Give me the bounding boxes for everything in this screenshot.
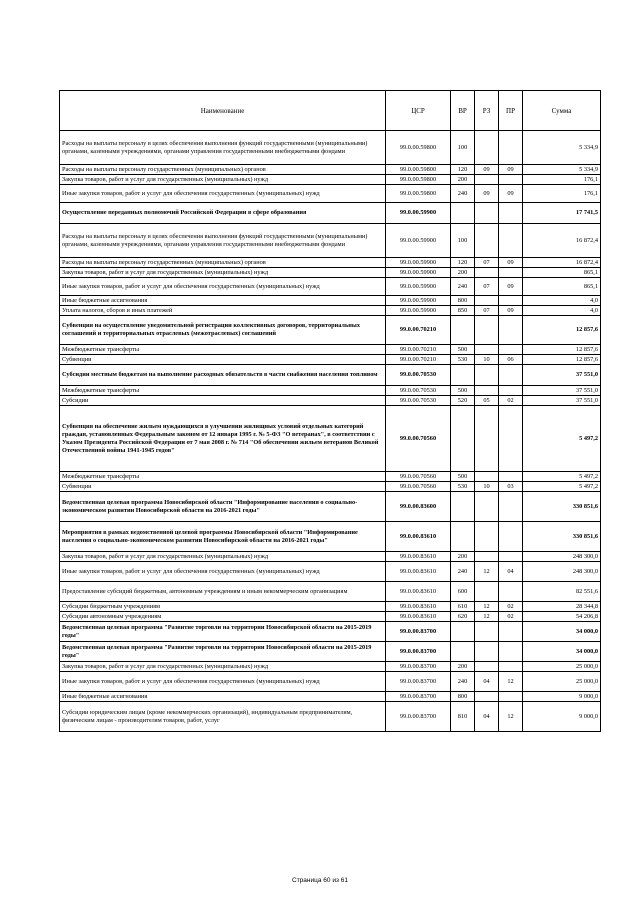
cell-name: Иные бюджетные ассигнования — [60, 692, 386, 702]
cell-csr: 99.0.00.70530 — [386, 365, 451, 386]
cell-vr: 240 — [451, 278, 475, 296]
table-row — [60, 406, 601, 472]
cell-rz — [475, 224, 499, 258]
cell-vr: 530 — [451, 482, 475, 492]
cell-pr: 12 — [499, 672, 523, 692]
cell-sum: 865,1 — [523, 268, 601, 278]
budget-table-sheet — [59, 90, 600, 732]
table-row — [60, 296, 601, 306]
table-row — [60, 692, 601, 702]
cell-rz — [475, 692, 499, 702]
cell-name: Предоставление субсидий бюджетным, автономным учреждениям и иным некоммерческим организациям — [60, 582, 386, 602]
cell-name: Ведомственная целевая программа "Развитие торговли на территории Новосибирской области на 2015-2019 годы" — [60, 642, 386, 662]
cell-sum: 176,1 — [523, 185, 601, 203]
cell-pr — [499, 345, 523, 355]
cell-name: Мероприятия в рамках ведомственной целевой программы Новосибирской области "Информирование населения о социально-экономическом развитии Новосибирской области на 2016-2021 годы" — [60, 522, 386, 552]
cell-sum: 25 000,0 — [523, 662, 601, 672]
table-row — [60, 552, 601, 562]
cell-vr: 120 — [451, 165, 475, 175]
table-row — [60, 365, 601, 386]
table-row — [60, 203, 601, 224]
cell-pr: 06 — [499, 355, 523, 365]
table-row — [60, 702, 601, 732]
table-row — [60, 185, 601, 203]
cell-csr: 99.0.00.70530 — [386, 386, 451, 396]
cell-name: Субвенция на осуществление уведомительной регистрации коллективных договоров, территориальных соглашений и территориальных отраслевых (межотраслевых) соглашений — [60, 316, 386, 345]
cell-vr: 200 — [451, 662, 475, 672]
header-sum: Сумма — [523, 91, 601, 131]
cell-pr: 02 — [499, 612, 523, 622]
cell-name: Субвенция на обеспечение жильем нуждающихся в улучшении жилищных условий отдельных категорий граждан, установленных Федеральным законом от 12 января 1995 г. № 5-ФЗ "О ветеранах", в соответствии с Указом Президента Российской Федерации от 7 мая 2008 г. № 714 "Об обеспечении жильем ветеранов Великой Отечественной войны 1941-1945 годов" — [60, 406, 386, 472]
cell-pr: 12 — [499, 702, 523, 732]
cell-vr: 200 — [451, 268, 475, 278]
cell-vr: 240 — [451, 562, 475, 582]
cell-sum: 5 497,2 — [523, 406, 601, 472]
cell-pr: 03 — [499, 482, 523, 492]
cell-vr: 240 — [451, 672, 475, 692]
cell-sum: 330 851,6 — [523, 492, 601, 522]
cell-sum: 34 000,0 — [523, 642, 601, 662]
header-rz: РЗ — [475, 91, 499, 131]
cell-vr: 620 — [451, 612, 475, 622]
cell-sum: 54 206,8 — [523, 612, 601, 622]
table-row — [60, 386, 601, 396]
cell-pr: 02 — [499, 602, 523, 612]
page-footer: Страница 60 из 61 — [292, 877, 348, 884]
cell-csr: 99.0.00.83610 — [386, 582, 451, 602]
cell-vr: 100 — [451, 131, 475, 165]
cell-rz: 07 — [475, 306, 499, 316]
cell-vr — [451, 365, 475, 386]
table-row — [60, 131, 601, 165]
table-row — [60, 345, 601, 355]
cell-csr: 99.0.00.83700 — [386, 672, 451, 692]
cell-name: Ведомственная целевая программа Новосибирской области "Информирование населения о социально-экономическом развитии Новосибирской области на 2016-2021 годы" — [60, 492, 386, 522]
cell-sum: 176,1 — [523, 175, 601, 185]
cell-sum: 12 857,6 — [523, 355, 601, 365]
cell-sum: 16 872,4 — [523, 224, 601, 258]
cell-rz: 10 — [475, 482, 499, 492]
cell-sum: 9 000,0 — [523, 702, 601, 732]
cell-csr: 99.0.00.59900 — [386, 306, 451, 316]
cell-sum: 16 872,4 — [523, 258, 601, 268]
cell-sum: 82 551,6 — [523, 582, 601, 602]
cell-csr: 99.0.00.83610 — [386, 602, 451, 612]
cell-csr: 99.0.00.83700 — [386, 702, 451, 732]
cell-name: Субсидии бюджетным учреждениям — [60, 602, 386, 612]
cell-name: Субсидии автономным учреждениям — [60, 612, 386, 622]
cell-sum: 4,0 — [523, 306, 601, 316]
cell-csr: 99.0.00.83700 — [386, 662, 451, 672]
table-row — [60, 582, 601, 602]
cell-pr — [499, 642, 523, 662]
cell-csr: 99.0.00.70210 — [386, 316, 451, 345]
cell-csr: 99.0.00.59800 — [386, 185, 451, 203]
table-row — [60, 602, 601, 612]
cell-rz — [475, 642, 499, 662]
cell-sum: 5 334,9 — [523, 165, 601, 175]
cell-pr — [499, 622, 523, 642]
cell-sum: 5 497,2 — [523, 472, 601, 482]
cell-sum: 37 551,0 — [523, 396, 601, 406]
cell-vr: 610 — [451, 602, 475, 612]
cell-sum: 865,1 — [523, 278, 601, 296]
cell-pr — [499, 365, 523, 386]
cell-pr — [499, 582, 523, 602]
cell-rz — [475, 365, 499, 386]
header-csr: ЦСР — [386, 91, 451, 131]
cell-pr — [499, 131, 523, 165]
cell-name: Закупка товаров, работ и услуг для государственных (муниципальных) нужд — [60, 552, 386, 562]
cell-vr: 850 — [451, 306, 475, 316]
cell-name: Субсидии юридическим лицам (кроме некоммерческих организаций), индивидуальным предпринимателям, физическим лицам - производителям товаров, работ, услуг — [60, 702, 386, 732]
cell-name: Закупка товаров, работ и услуг для государственных (муниципальных) нужд — [60, 175, 386, 185]
cell-pr — [499, 662, 523, 672]
cell-rz — [475, 522, 499, 552]
cell-vr: 500 — [451, 472, 475, 482]
cell-sum: 9 000,0 — [523, 692, 601, 702]
cell-rz: 10 — [475, 355, 499, 365]
cell-rz — [475, 345, 499, 355]
cell-vr: 500 — [451, 345, 475, 355]
header-vr: ВР — [451, 91, 475, 131]
table-row — [60, 562, 601, 582]
cell-sum: 12 857,6 — [523, 345, 601, 355]
cell-vr: 800 — [451, 692, 475, 702]
cell-vr: 500 — [451, 386, 475, 396]
table-row — [60, 492, 601, 522]
cell-vr: 100 — [451, 224, 475, 258]
cell-rz — [475, 552, 499, 562]
cell-rz — [475, 492, 499, 522]
cell-csr: 99.0.00.70210 — [386, 345, 451, 355]
cell-csr: 99.0.00.59900 — [386, 203, 451, 224]
cell-name: Закупка товаров, работ и услуг для государственных (муниципальных) нужд — [60, 662, 386, 672]
cell-csr: 99.0.00.59900 — [386, 258, 451, 268]
cell-csr: 99.0.00.83600 — [386, 492, 451, 522]
cell-rz — [475, 268, 499, 278]
cell-pr — [499, 522, 523, 552]
table-row — [60, 622, 601, 642]
cell-rz: 07 — [475, 278, 499, 296]
cell-csr: 99.0.00.83700 — [386, 642, 451, 662]
cell-name: Иные бюджетные ассигнования — [60, 296, 386, 306]
cell-name: Ведомственная целевая программа "Развитие торговли на территории Новосибирской области на 2015-2019 годы" — [60, 622, 386, 642]
cell-rz — [475, 622, 499, 642]
cell-vr: 810 — [451, 702, 475, 732]
cell-vr — [451, 642, 475, 662]
cell-csr: 99.0.00.59900 — [386, 268, 451, 278]
table-header-row — [60, 91, 601, 131]
table-row — [60, 612, 601, 622]
cell-pr — [499, 296, 523, 306]
cell-name: Иные закупки товаров, работ и услуг для обеспечения государственных (муниципальных) нужд — [60, 185, 386, 203]
cell-rz — [475, 582, 499, 602]
cell-name: Расходы на выплаты персоналу государственных (муниципальных) органов — [60, 165, 386, 175]
cell-csr: 99.0.00.59900 — [386, 278, 451, 296]
cell-rz — [475, 472, 499, 482]
cell-name: Межбюджетные трансферты — [60, 472, 386, 482]
cell-name: Межбюджетные трансферты — [60, 345, 386, 355]
cell-csr: 99.0.00.83700 — [386, 692, 451, 702]
cell-sum: 248 300,0 — [523, 562, 601, 582]
table-row — [60, 355, 601, 365]
cell-rz: 12 — [475, 562, 499, 582]
cell-csr: 99.0.00.70560 — [386, 472, 451, 482]
table-row — [60, 642, 601, 662]
cell-pr — [499, 316, 523, 345]
cell-rz: 05 — [475, 396, 499, 406]
cell-pr — [499, 406, 523, 472]
cell-vr: 520 — [451, 396, 475, 406]
table-row — [60, 278, 601, 296]
cell-csr: 99.0.00.83610 — [386, 522, 451, 552]
cell-csr: 99.0.00.70530 — [386, 396, 451, 406]
cell-csr: 99.0.00.83700 — [386, 622, 451, 642]
table-row — [60, 662, 601, 672]
cell-name: Закупка товаров, работ и услуг для государственных (муниципальных) нужд — [60, 268, 386, 278]
cell-sum: 330 851,6 — [523, 522, 601, 552]
cell-pr — [499, 472, 523, 482]
cell-rz: 04 — [475, 702, 499, 732]
header-pr: ПР — [499, 91, 523, 131]
cell-csr: 99.0.00.83610 — [386, 552, 451, 562]
cell-pr — [499, 492, 523, 522]
cell-vr — [451, 316, 475, 345]
cell-name: Уплата налогов, сборов и иных платежей — [60, 306, 386, 316]
cell-vr: 120 — [451, 258, 475, 268]
cell-pr: 09 — [499, 278, 523, 296]
cell-csr: 99.0.00.70560 — [386, 482, 451, 492]
cell-name: Субвенции — [60, 482, 386, 492]
cell-vr: 800 — [451, 296, 475, 306]
cell-name: Субсидии местным бюджетам на выполнение расходных обязательств в части снабжения населения топливом — [60, 365, 386, 386]
cell-rz: 12 — [475, 602, 499, 612]
budget-table — [59, 90, 601, 732]
cell-rz — [475, 175, 499, 185]
cell-rz: 07 — [475, 258, 499, 268]
cell-vr — [451, 622, 475, 642]
table-row — [60, 268, 601, 278]
cell-csr: 99.0.00.59800 — [386, 131, 451, 165]
cell-vr — [451, 406, 475, 472]
cell-rz — [475, 203, 499, 224]
cell-rz — [475, 386, 499, 396]
cell-rz: 09 — [475, 165, 499, 175]
cell-name: Иные закупки товаров, работ и услуг для обеспечения государственных (муниципальных) нужд — [60, 562, 386, 582]
cell-pr — [499, 224, 523, 258]
cell-sum: 12 857,6 — [523, 316, 601, 345]
cell-vr: 530 — [451, 355, 475, 365]
cell-rz: 09 — [475, 185, 499, 203]
cell-vr: 600 — [451, 582, 475, 602]
table-body — [60, 91, 601, 732]
cell-vr — [451, 203, 475, 224]
table-row — [60, 482, 601, 492]
cell-name: Иные закупки товаров, работ и услуг для обеспечения государственных (муниципальных) нужд — [60, 672, 386, 692]
table-row — [60, 522, 601, 552]
cell-sum: 248 300,0 — [523, 552, 601, 562]
table-row — [60, 224, 601, 258]
cell-csr: 99.0.00.70560 — [386, 406, 451, 472]
header-name: Наименование — [60, 91, 386, 131]
cell-sum: 25 000,0 — [523, 672, 601, 692]
table-row — [60, 306, 601, 316]
cell-name: Иные закупки товаров, работ и услуг для обеспечения государственных (муниципальных) нужд — [60, 278, 386, 296]
cell-name: Осуществление переданных полномочий Российской Федерации в сфере образования — [60, 203, 386, 224]
cell-pr: 02 — [499, 396, 523, 406]
cell-csr: 99.0.00.83610 — [386, 562, 451, 582]
cell-sum: 5 497,2 — [523, 482, 601, 492]
cell-csr: 99.0.00.59900 — [386, 296, 451, 306]
cell-vr: 200 — [451, 552, 475, 562]
cell-rz: 12 — [475, 612, 499, 622]
cell-name: Расходы на выплаты персоналу в целях обеспечения выполнения функций государственными (муниципальными) органами, казенными учреждениями, органами управления государственными внебюджетными фондами — [60, 224, 386, 258]
cell-pr — [499, 386, 523, 396]
table-row — [60, 258, 601, 268]
cell-name: Субвенции — [60, 355, 386, 365]
cell-rz — [475, 131, 499, 165]
table-row — [60, 165, 601, 175]
cell-pr: 09 — [499, 185, 523, 203]
cell-rz — [475, 406, 499, 472]
cell-rz: 04 — [475, 672, 499, 692]
cell-csr: 99.0.00.70210 — [386, 355, 451, 365]
table-row — [60, 175, 601, 185]
cell-rz — [475, 296, 499, 306]
cell-rz — [475, 662, 499, 672]
cell-vr: 240 — [451, 185, 475, 203]
cell-pr — [499, 175, 523, 185]
cell-sum: 5 334,9 — [523, 131, 601, 165]
cell-csr: 99.0.00.59900 — [386, 224, 451, 258]
cell-name: Субсидии — [60, 396, 386, 406]
cell-sum: 4,0 — [523, 296, 601, 306]
cell-sum: 17 741,5 — [523, 203, 601, 224]
cell-sum: 28 344,8 — [523, 602, 601, 612]
cell-sum: 37 551,0 — [523, 386, 601, 396]
cell-pr — [499, 203, 523, 224]
cell-name: Расходы на выплаты персоналу государственных (муниципальных) органов — [60, 258, 386, 268]
cell-vr: 200 — [451, 175, 475, 185]
cell-csr: 99.0.00.83610 — [386, 612, 451, 622]
cell-pr — [499, 552, 523, 562]
cell-sum: 34 000,0 — [523, 622, 601, 642]
cell-pr: 09 — [499, 258, 523, 268]
cell-vr — [451, 492, 475, 522]
table-row — [60, 672, 601, 692]
table-row — [60, 316, 601, 345]
cell-vr — [451, 522, 475, 552]
cell-name: Межбюджетные трансферты — [60, 386, 386, 396]
table-row — [60, 472, 601, 482]
cell-csr: 99.0.00.59800 — [386, 165, 451, 175]
cell-pr — [499, 268, 523, 278]
cell-pr: 09 — [499, 165, 523, 175]
cell-csr: 99.0.00.59800 — [386, 175, 451, 185]
cell-rz — [475, 316, 499, 345]
cell-pr: 04 — [499, 562, 523, 582]
table-row — [60, 396, 601, 406]
cell-pr — [499, 692, 523, 702]
cell-pr: 09 — [499, 306, 523, 316]
cell-sum: 37 551,0 — [523, 365, 601, 386]
cell-name: Расходы на выплаты персоналу в целях обеспечения выполнения функций государственными (муниципальными) органами, казенными учреждениями, органами управления государственными внебюджетными фондами — [60, 131, 386, 165]
